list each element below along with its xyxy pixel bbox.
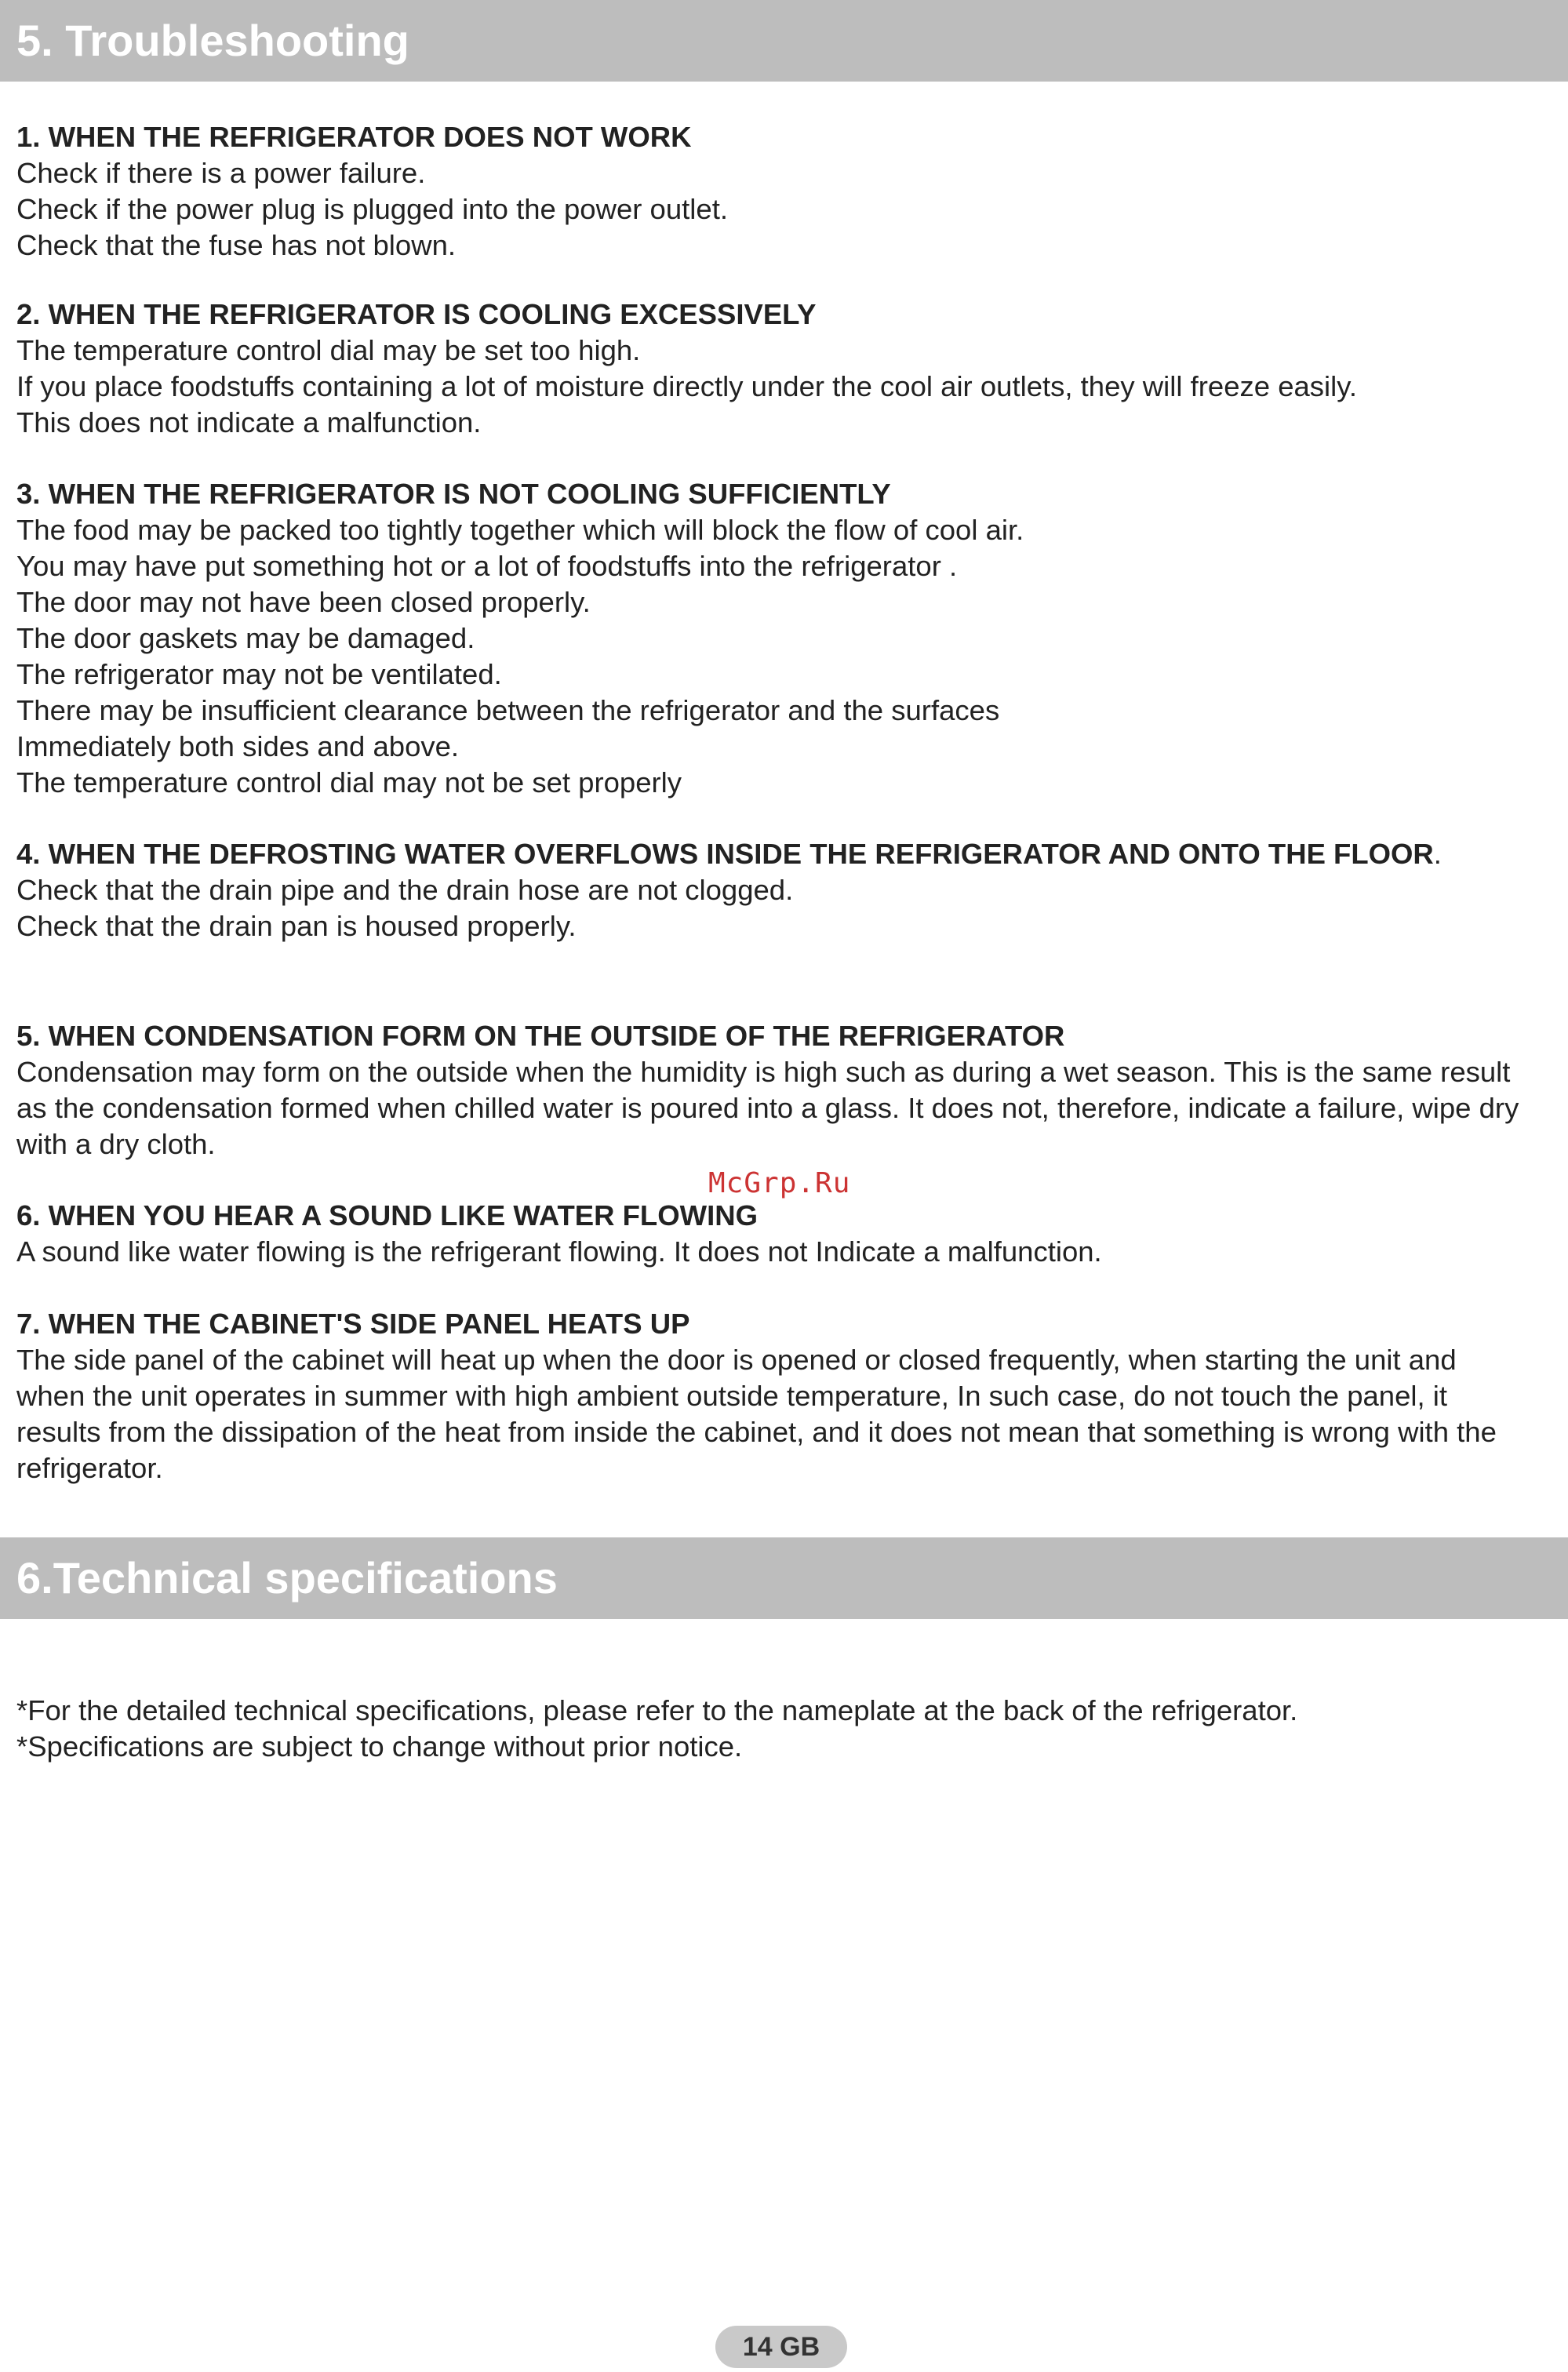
section-title-technical-specifications: 6.Technical specifications [0, 1537, 1568, 1619]
spec-note: *For the detailed technical specifications, please refer to the nameplate at the back of the refrigerator. [16, 1694, 1298, 1726]
item-line: The temperature control dial may be set too high. [16, 334, 641, 366]
item-line: Check that the drain pan is housed properly. [16, 910, 577, 942]
item-line: Check if there is a power failure. [16, 157, 426, 189]
spec-note: *Specifications are subject to change without prior notice. [16, 1730, 743, 1763]
item-line: There may be insufficient clearance between the refrigerator and the surfaces [16, 694, 1000, 726]
item-line: Check if the power plug is plugged into the power outlet. [16, 193, 728, 225]
watermark: McGrp.Ru [708, 1167, 851, 1199]
section-title-troubleshooting: 5. Troubleshooting [0, 0, 1568, 82]
item-line: Check that the fuse has not blown. [16, 229, 457, 261]
item-heading: 7. WHEN THE CABINET'S SIDE PANEL HEATS UP [16, 1308, 690, 1340]
item-heading [16, 836, 1529, 872]
item-heading: 2. WHEN THE REFRIGERATOR IS COOLING EXCESSIVELY [16, 298, 817, 330]
item-paragraph: A sound like water flowing is the refrigerant flowing. It does not Indicate a malfunction. [16, 1235, 1102, 1268]
troubleshooting-item-2 [16, 296, 1529, 441]
troubleshooting-item-3 [16, 476, 1529, 801]
item-line: Immediately both sides and above. [16, 730, 460, 762]
item-line: The food may be packed too tightly together which will block the flow of cool air. [16, 514, 1024, 546]
item-heading-suffix: . [1433, 838, 1442, 870]
item-paragraph: Condensation may form on the outside when the humidity is high such as during a wet season. This is the same result as the condensation formed when chilled water is poured into a glass. It does not, therefore, indicate a failure, wipe dry with a dry cloth. [16, 1056, 1519, 1160]
troubleshooting-item-1 [16, 119, 1529, 264]
item-heading: 5. WHEN CONDENSATION FORM ON THE OUTSIDE OF THE REFRIGERATOR [16, 1020, 1065, 1052]
item-heading: 3. WHEN THE REFRIGERATOR IS NOT COOLING SUFFICIENTLY [16, 478, 891, 510]
item-heading-text: 4. WHEN THE DEFROSTING WATER OVERFLOWS INSIDE THE REFRIGERATOR AND ONTO THE FLOOR [16, 838, 1434, 870]
item-paragraph: The side panel of the cabinet will heat up when the door is opened or closed frequently, when starting the unit and when the unit operates in summer with high ambient outside temperature, In such case, do not touch the panel, it results from the dissipation of the heat from inside the cabinet, and it does not mean that something is wrong with the refrigerator. [16, 1344, 1497, 1484]
item-heading: 1. WHEN THE REFRIGERATOR DOES NOT WORK [16, 121, 692, 153]
specifications-notes [16, 1693, 1529, 1765]
troubleshooting-item-5 [16, 1018, 1529, 1162]
item-line: The door gaskets may be damaged. [16, 622, 475, 654]
troubleshooting-item-6 [16, 1198, 1529, 1270]
troubleshooting-item-4 [16, 836, 1529, 944]
item-heading: 6. WHEN YOU HEAR A SOUND LIKE WATER FLOWING [16, 1199, 758, 1231]
item-line: You may have put something hot or a lot of foodstuffs into the refrigerator . [16, 550, 958, 582]
troubleshooting-item-7 [16, 1306, 1529, 1486]
item-line: The refrigerator may not be ventilated. [16, 658, 502, 690]
item-line: The temperature control dial may not be set properly [16, 766, 682, 799]
item-line: If you place foodstuffs containing a lot of moisture directly under the cool air outlets, they will freeze easily. [16, 370, 1357, 402]
page-number-badge: 14 GB [715, 2326, 847, 2368]
item-line: Check that the drain pipe and the drain hose are not clogged. [16, 874, 794, 906]
item-line: The door may not have been closed properly. [16, 586, 591, 618]
item-line: This does not indicate a malfunction. [16, 406, 482, 438]
